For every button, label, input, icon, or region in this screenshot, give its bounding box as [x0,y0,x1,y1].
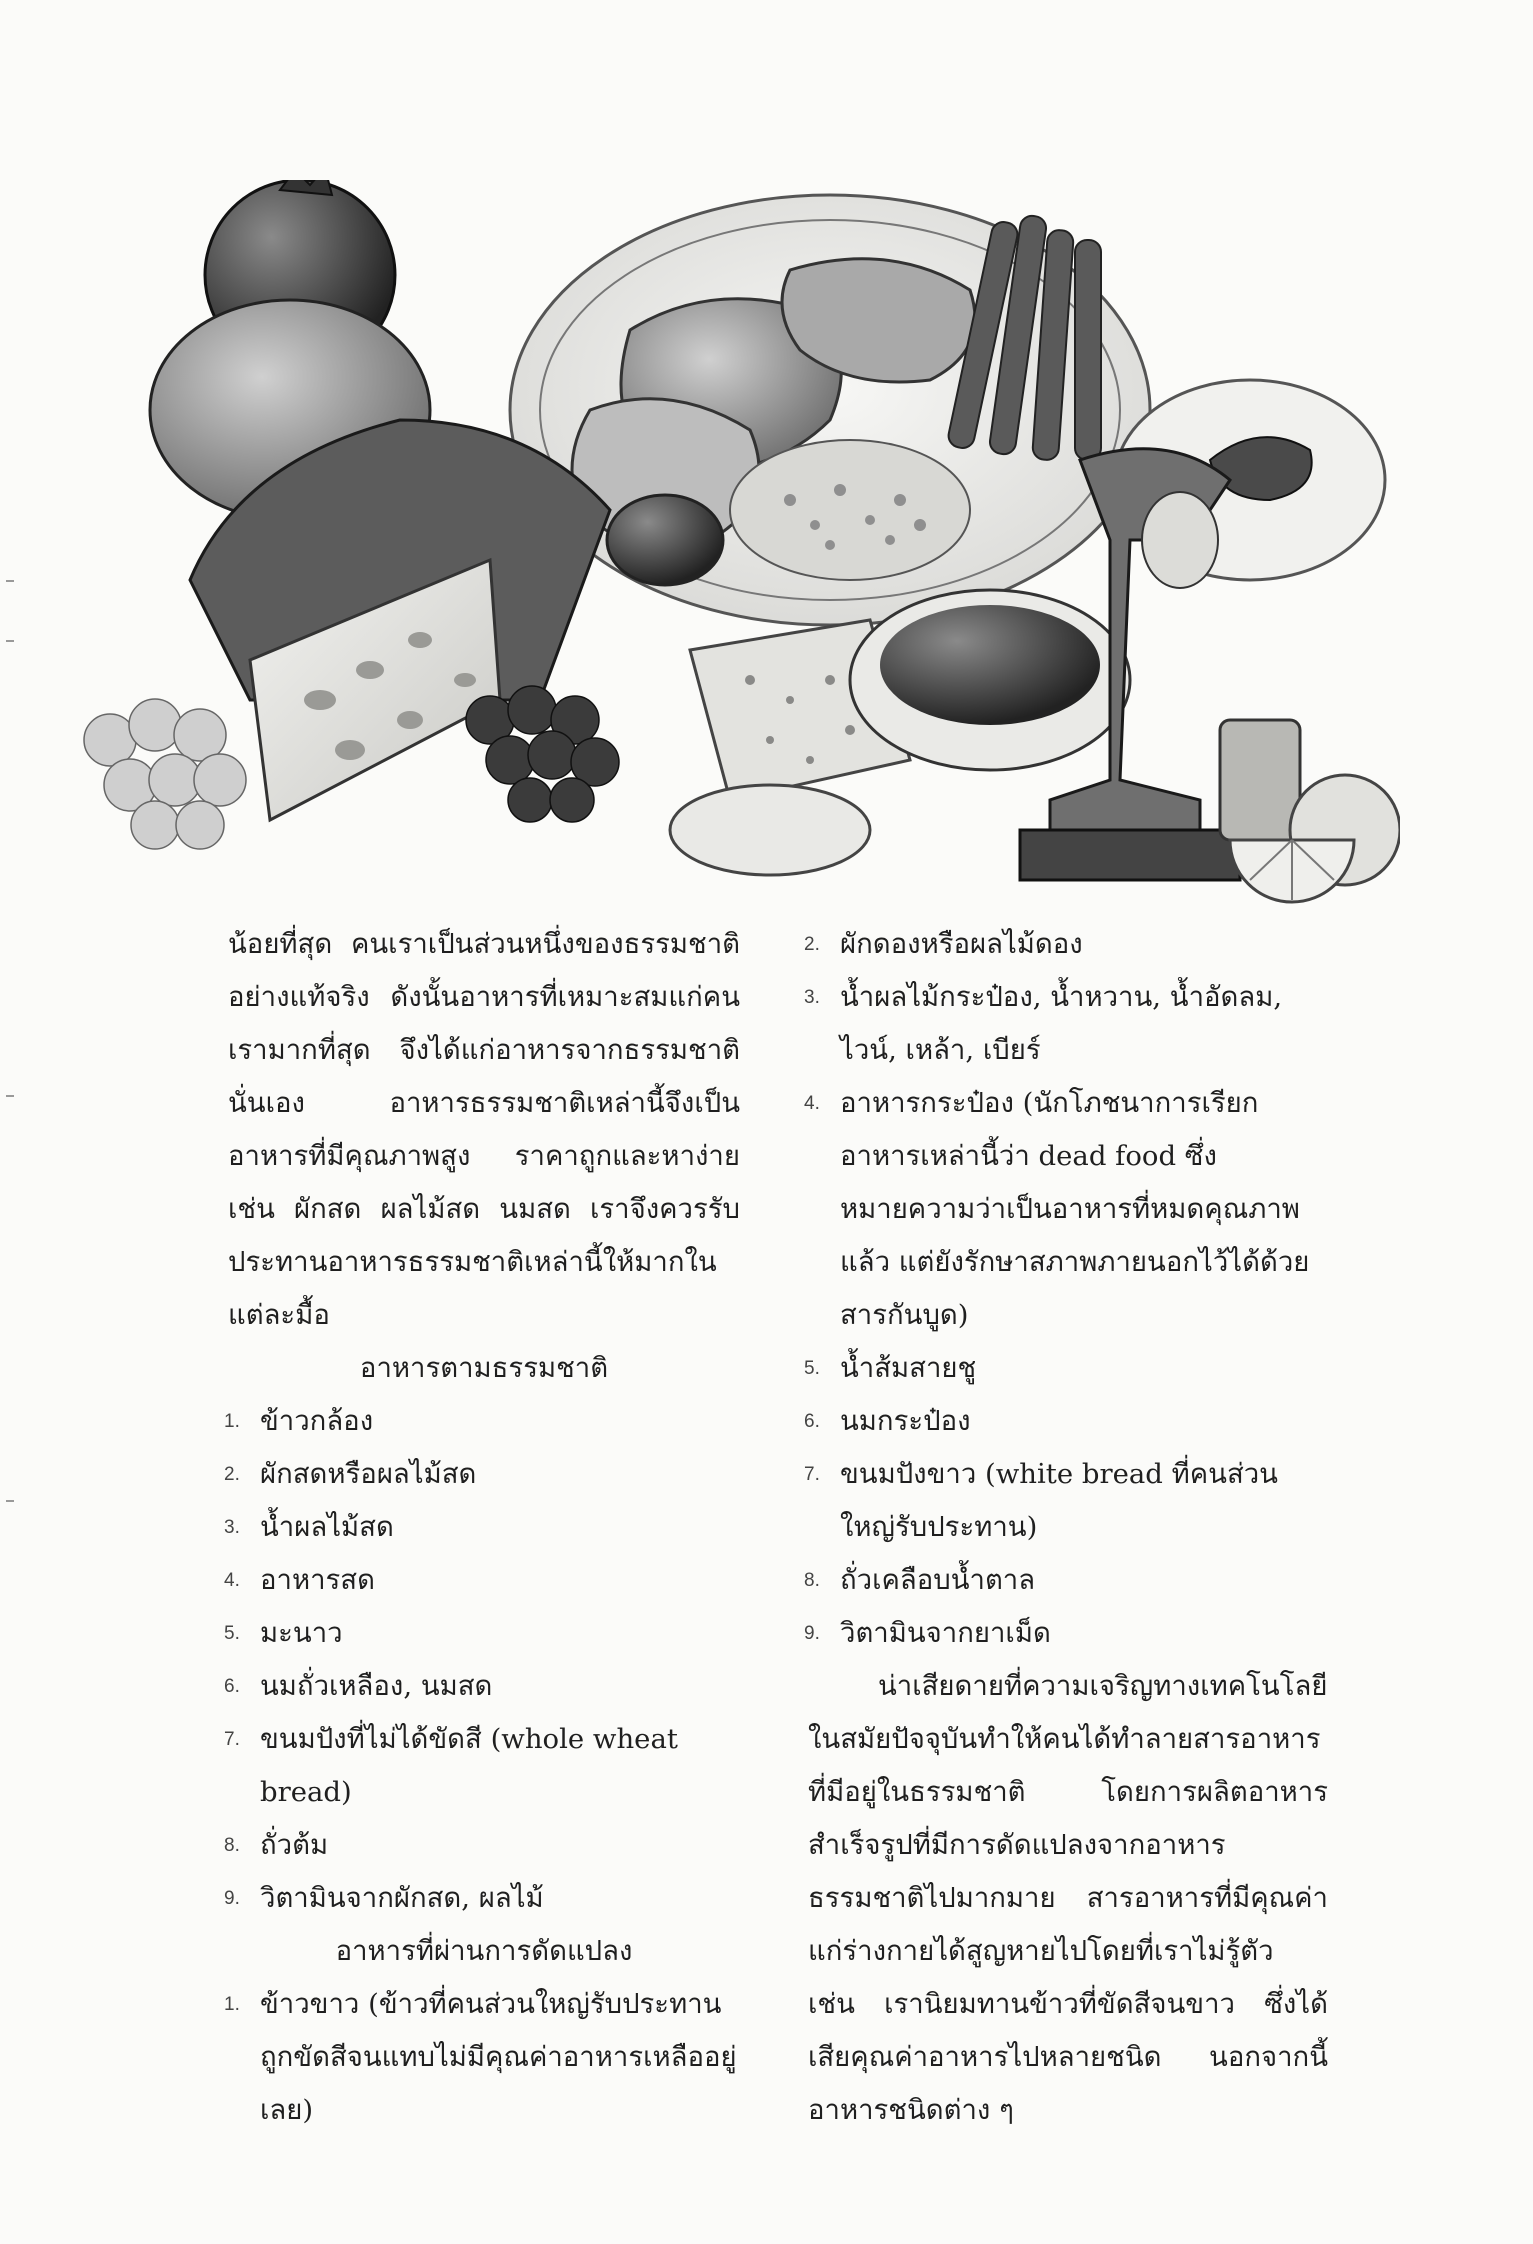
list-item-number: 4. [224,1570,240,1591]
margin-tick [6,1095,14,1097]
list-item [224,1872,740,1925]
list-item-text: มะนาว [260,1617,343,1649]
list-item-number: 8. [804,1570,820,1591]
list-item-number: 4. [804,1093,820,1114]
list-item-number: 6. [224,1676,240,1697]
list-item-number: 1. [224,1411,240,1432]
list-item-text: น้ำผลไม้กระป๋อง, น้ำหวาน, น้ำอัดลม, ไวน์, เหล้า, เบียร์ [840,981,1283,1066]
list-item-text: ผักดองหรือผลไม้ดอง [840,928,1083,960]
list-item-text: ถั่วเคลือบน้ำตาล [840,1564,1036,1596]
list-item [224,1978,740,2137]
list-item [224,1607,740,1660]
list-item [224,1713,740,1819]
list-item-text: น้ำผลไม้สด [260,1511,394,1543]
list-item-text: อาหารสด [260,1564,375,1596]
list-item-number: 9. [804,1623,820,1644]
list-item-number: 2. [224,1464,240,1485]
list-item-text: ข้าวกล้อง [260,1405,374,1437]
list-item [804,1554,1328,1607]
soup-surface [880,605,1100,725]
list-item [224,1660,740,1713]
list-item [224,1395,740,1448]
list-item-text: อาหารกระป๋อง (นักโภชนาการเรียกอาหารเหล่านี้ว่า dead food ซึ่งหมายความว่าเป็นอาหารที่หมดคุณภาพแล้ว แต่ยังรักษาสภาพภายนอกไว้ได้ด้วยสารกันบูด) [840,1087,1310,1331]
list-item [224,1448,740,1501]
list-item [224,1819,740,1872]
list-item-text: ถั่วต้ม [260,1829,329,1861]
list-item-number: 8. [224,1835,240,1856]
margin-tick [6,640,14,642]
food-still-life-illustration [70,180,1400,920]
list-item-text: ข้าวขาว (ข้าวที่คนส่วนใหญ่รับประทาน ถูกขัดสีจนแทบไม่มีคุณค่าอาหารเหลืออยู่เลย) [260,1988,737,2126]
list-item-text: ขนมปังขาว (white bread ที่คนส่วนใหญ่รับประทาน) [840,1458,1278,1543]
grape-cluster-light [84,699,246,849]
left-column [224,918,740,2137]
list-item-number: 1. [224,1994,240,2015]
list-item-text: วิตามินจากผักสด, ผลไม้ [260,1882,544,1914]
intro-paragraph: น้อยที่สุด คนเราเป็นส่วนหนึ่งของธรรมชาติอย่างแท้จริง ดังนั้นอาหารที่เหมาะสมแก่คนเรามากที่สุด จึงได้แก่อาหารจากธรรมชาตินั่นเอง อาหารธรรมชาติเหล่านี้จึงเป็นอาหารที่มีคุณภาพสูง ราคาถูกและหาง่าย เช่น ผักสด ผลไม้สด นมสด เราจึงควรรับประทานอาหารธรรมชาติเหล่านี้ให้มากในแต่ละมื้อ [228,928,740,1331]
juicer-base [1020,830,1240,880]
grape-cluster-dark [466,686,619,822]
list-item-text: นมกระป๋อง [840,1405,971,1437]
natural-foods-list [224,1395,740,1925]
list-item [804,1077,1328,1342]
egg [1142,492,1218,588]
processed-foods-heading: อาหารที่ผ่านการดัดแปลง [335,1935,633,1967]
list-item-text: ผักสดหรือผลไม้สด [260,1458,477,1490]
list-item [804,1395,1328,1448]
margin-tick [6,580,14,582]
list-item-text: นมถั่วเหลือง, นมสด [260,1670,493,1702]
right-column [804,918,1328,2137]
juice-glass [1220,720,1300,840]
technology-paragraph: น่าเสียดายที่ความเจริญทางเทคโนโลยีในสมัยปัจจุบันทำให้คนได้ทำลายสารอาหารที่มีอยู่ในธรรมชาติ โดยการผลิตอาหารสำเร็จรูปที่มีการดัดแปลงจากอาหารธรรมชาติไปมากมาย สารอาหารที่มีคุณค่าแก่ร่างกายได้สูญหายไปโดยที่เราไม่รู้ตัว เช่น เรานิยมทานข้าวที่ขัดสีจนขาว ซึ่งได้เสียคุณค่าอาหารไปหลายชนิด นอกจากนี้อาหารชนิดต่าง ๆ [808,1670,1328,2126]
list-item-number: 9. [224,1888,240,1909]
list-item [804,1342,1328,1395]
natural-foods-heading: อาหารตามธรรมชาติ [359,1352,609,1384]
list-item-number: 5. [224,1623,240,1644]
list-item [804,971,1328,1077]
caviar-bowl [607,495,723,585]
rice-mound [730,440,970,580]
list-item-number: 6. [804,1411,820,1432]
list-item [804,1448,1328,1554]
list-item-number: 7. [804,1464,820,1485]
list-item [804,918,1328,971]
white-cheese-round [670,785,870,875]
margin-tick [6,1500,14,1502]
list-item-text: วิตามินจากยาเม็ด [840,1617,1051,1649]
list-item-number: 7. [224,1729,240,1750]
list-item [224,1554,740,1607]
list-item-number: 3. [804,987,820,1008]
list-item [224,1501,740,1554]
processed-foods-list-part1 [224,1978,740,2137]
list-item-number: 2. [804,934,820,955]
list-item-number: 5. [804,1358,820,1379]
list-item-number: 3. [224,1517,240,1538]
processed-foods-list-part2 [804,918,1328,1660]
list-item [804,1607,1328,1660]
list-item-text: น้ำส้มสายชู [840,1352,977,1384]
list-item-text: ขนมปังที่ไม่ได้ขัดสี (whole wheat bread) [260,1723,678,1808]
